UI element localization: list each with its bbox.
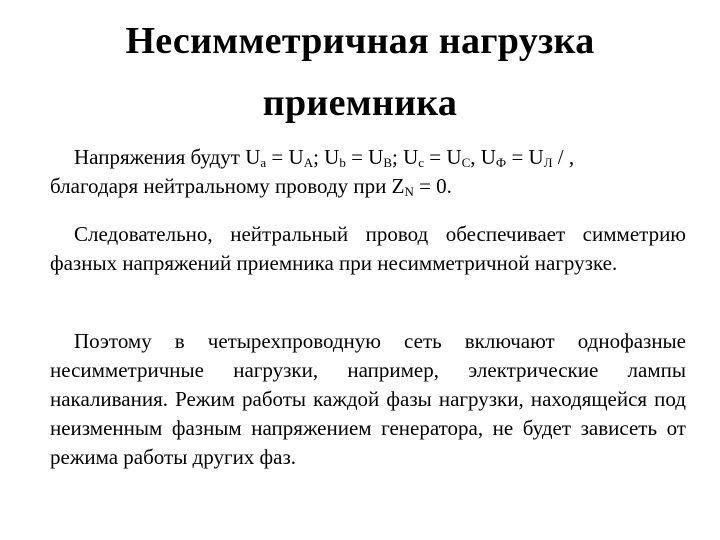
subscript: Л bbox=[543, 155, 553, 170]
subscript: a bbox=[260, 155, 267, 170]
paragraph-voltages bbox=[50, 143, 686, 201]
slide-title bbox=[60, 10, 660, 134]
text-run: = U bbox=[424, 145, 462, 169]
text-run: / , bbox=[552, 145, 575, 169]
subscript: b bbox=[339, 155, 346, 170]
slide-title-line-2: приемника bbox=[262, 82, 458, 124]
text-run: ; U bbox=[392, 145, 419, 169]
paragraph-neutral-wire bbox=[50, 220, 686, 278]
text-run: благодаря нейтральному проводу при Z bbox=[50, 174, 405, 198]
subscript: C bbox=[461, 155, 471, 170]
subscript: A bbox=[303, 155, 314, 170]
text-run: = U bbox=[266, 145, 304, 169]
text-run: = U bbox=[506, 145, 544, 169]
text-run: Напряжения будут U bbox=[74, 145, 261, 169]
subscript: c bbox=[418, 155, 425, 170]
text-run: = U bbox=[345, 145, 384, 169]
slide-title-line-1: Несимметричная нагрузка bbox=[125, 20, 595, 62]
subscript: N bbox=[404, 184, 414, 199]
paragraph-text: Следовательно, нейтральный провод обеспечивает симметрию фазных напряжений приемника при несимметричной нагрузке. bbox=[50, 222, 686, 275]
subscript: B bbox=[383, 155, 393, 170]
subscript: Ф bbox=[495, 155, 507, 170]
text-run: ; U bbox=[313, 145, 340, 169]
paragraph-four-wire-network bbox=[50, 327, 686, 472]
text-run: , U bbox=[470, 145, 496, 169]
paragraph-text: Поэтому в четырехпроводную сеть включают однофазные несимметричные нагрузки, например, электрические лампы накаливания. Режим работы каждой фазы нагрузки, находящейся под неизменным фазным напряжением генератора, не будет зависеть от режима работы других фаз. bbox=[50, 329, 686, 469]
text-run: = 0. bbox=[413, 174, 452, 198]
